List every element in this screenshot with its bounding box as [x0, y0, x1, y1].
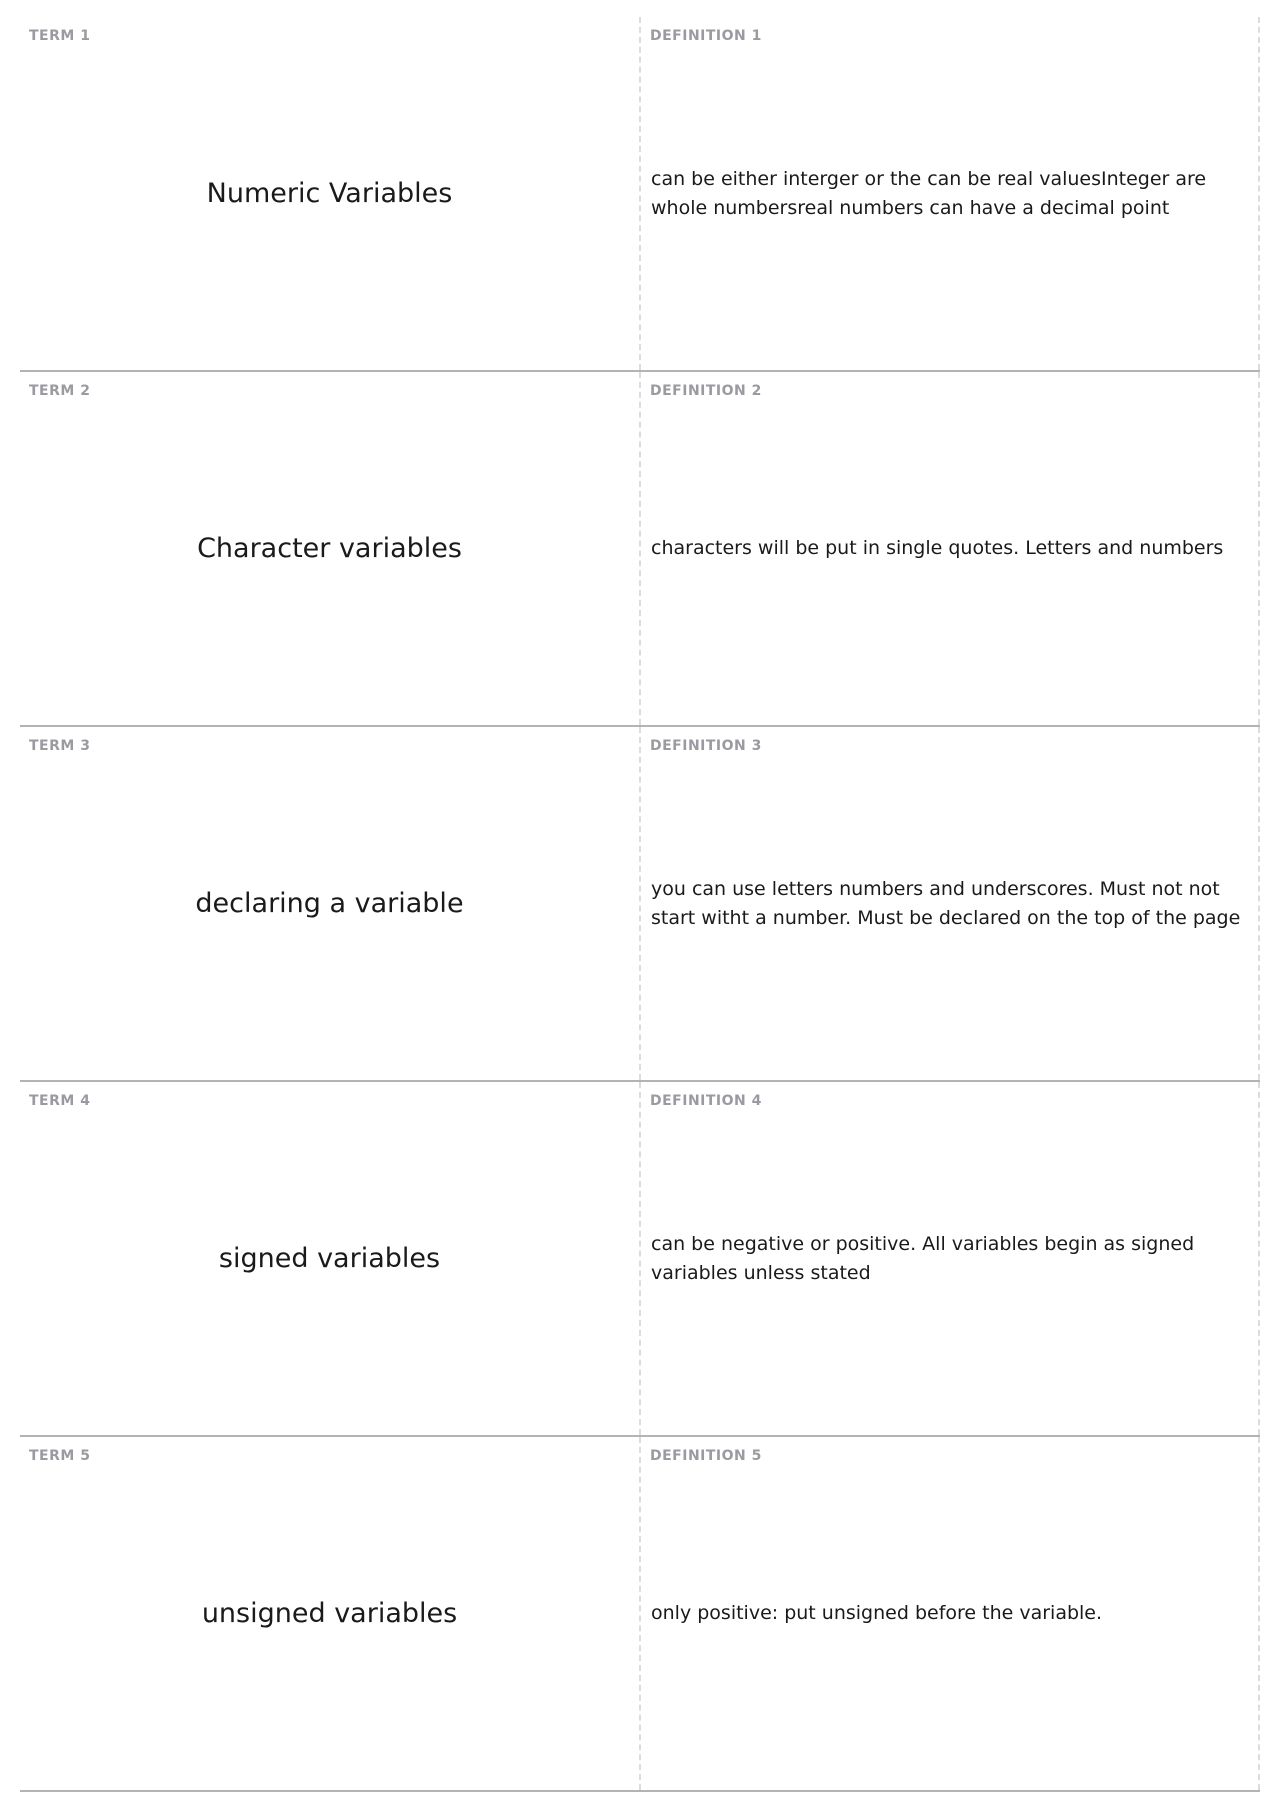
- term-text: Numeric Variables: [206, 178, 453, 209]
- term-cell: [20, 17, 641, 370]
- definition-cell: [641, 727, 1260, 1080]
- term-cell: [20, 1437, 641, 1790]
- definition-label: DEFINITION 2: [650, 383, 762, 399]
- definition-label: DEFINITION 4: [650, 1093, 762, 1109]
- definition-label: DEFINITION 5: [650, 1448, 762, 1464]
- definition-text: you can use letters numbers and underscores. Must not not start witht a number. Must be declared on the top of the page: [651, 877, 1241, 929]
- term-label: TERM 1: [29, 28, 91, 44]
- definition-text: only positive: put unsigned before the variable.: [651, 1602, 1103, 1624]
- flashcard-row: [20, 1437, 1260, 1792]
- term-label: TERM 5: [29, 1448, 91, 1464]
- definition-text: can be negative or positive. All variables begin as signed variables unless stated: [651, 1232, 1195, 1284]
- flashcard-sheet: [20, 17, 1260, 1792]
- definition-text: can be either interger or the can be real valuesInteger are whole numbersreal numbers can have a decimal point: [651, 167, 1207, 219]
- term-text: signed variables: [218, 1243, 441, 1274]
- flashcard-row: [20, 727, 1260, 1082]
- term-text: declaring a variable: [195, 888, 464, 919]
- definition-cell: [641, 1082, 1260, 1435]
- definition-text-wrapper: [651, 1082, 1244, 1435]
- definition-text-wrapper: [651, 372, 1244, 725]
- definition-text: characters will be put in single quotes. Letters and numbers: [651, 537, 1224, 559]
- definition-text-wrapper: [651, 17, 1244, 370]
- term-label: TERM 3: [29, 738, 91, 754]
- term-cell: [20, 1082, 641, 1435]
- term-text: Character variables: [197, 533, 462, 564]
- definition-cell: [641, 17, 1260, 370]
- term-text: unsigned variables: [201, 1598, 458, 1629]
- flashcard-row: [20, 372, 1260, 727]
- flashcard-row: [20, 17, 1260, 372]
- term-cell: [20, 372, 641, 725]
- definition-text-wrapper: [651, 727, 1244, 1080]
- definition-cell: [641, 372, 1260, 725]
- term-cell: [20, 727, 641, 1080]
- flashcard-row: [20, 1082, 1260, 1437]
- definition-cell: [641, 1437, 1260, 1790]
- definition-label: DEFINITION 1: [650, 28, 762, 44]
- term-label: TERM 2: [29, 383, 91, 399]
- definition-text-wrapper: [651, 1437, 1244, 1790]
- definition-label: DEFINITION 3: [650, 738, 762, 754]
- term-label: TERM 4: [29, 1093, 91, 1109]
